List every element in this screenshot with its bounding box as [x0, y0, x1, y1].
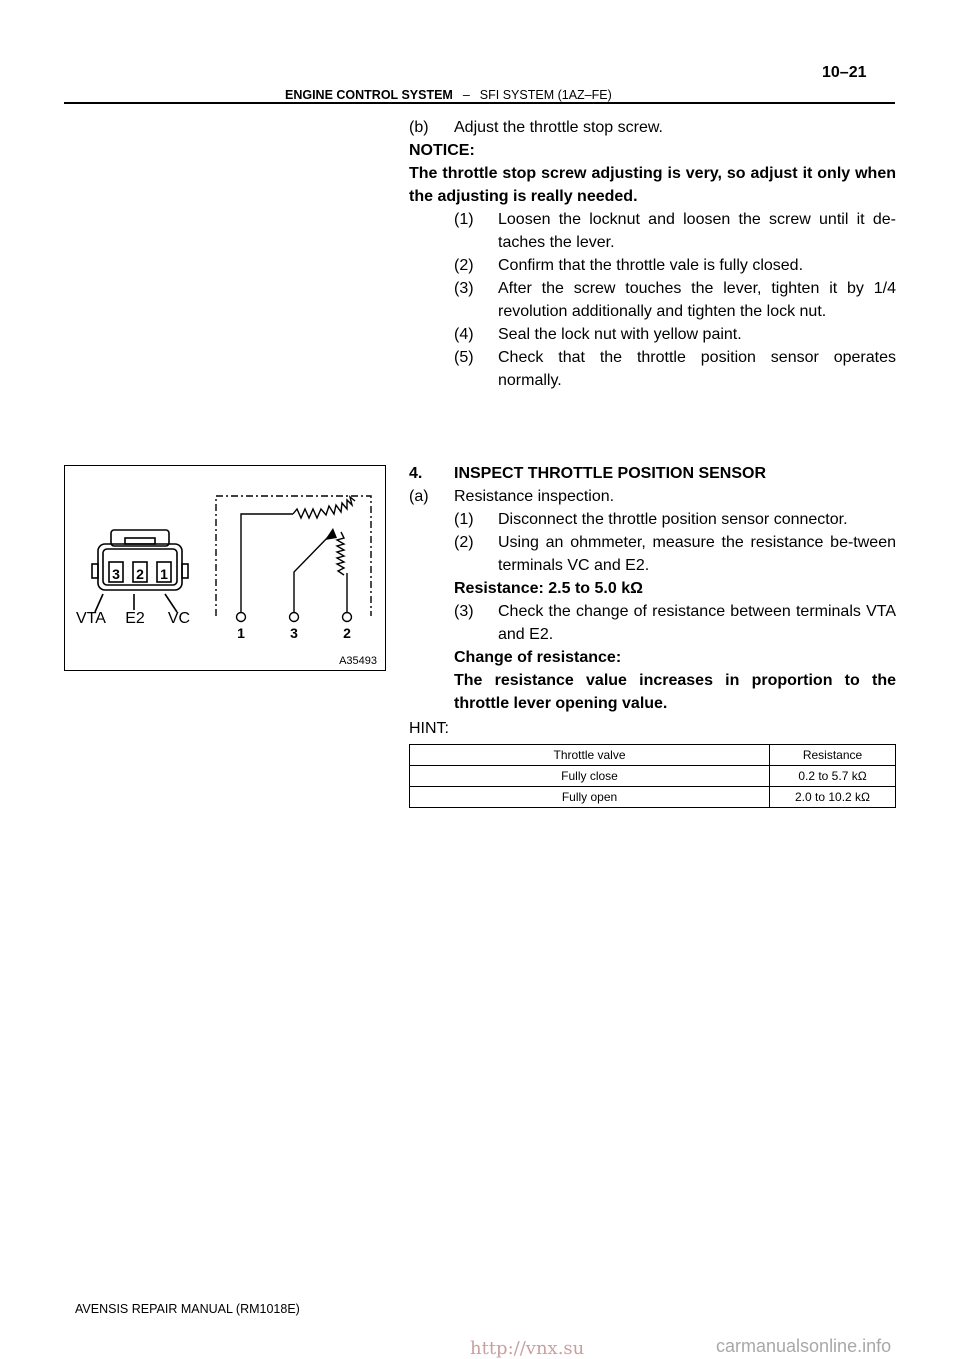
step-num: (5) [454, 349, 474, 366]
wiper-arrow [325, 528, 337, 540]
step-b2 [409, 254, 896, 277]
step-b4 [409, 323, 896, 346]
inspect-sensor-block [409, 462, 896, 740]
header-subsection: SFI SYSTEM (1AZ–FE) [479, 88, 612, 102]
figure-code: A35493 [339, 655, 377, 667]
connector-side-left [92, 564, 98, 578]
header-dash: – [462, 88, 470, 102]
step-num: (4) [454, 326, 474, 343]
terminal-label: VTA [76, 610, 106, 627]
hint-label: HINT: [409, 720, 449, 737]
resistor-zigzag-top [293, 497, 355, 518]
step-num: (3) [454, 280, 474, 297]
throttle-stop-block [409, 116, 896, 392]
step-a2 [409, 531, 896, 577]
table-row [410, 787, 896, 808]
change-label: Change of resistance: [454, 649, 622, 666]
circuit-terminal-label: 1 [237, 625, 245, 641]
circuit-drawing [216, 496, 371, 616]
terminal-label: E2 [125, 610, 145, 627]
running-header [285, 88, 612, 102]
step-text: Disconnect the throttle position sensor connector. [498, 511, 848, 528]
page-number: 10–21 [822, 64, 867, 81]
step-a3 [409, 600, 896, 646]
step-a-text: Resistance inspection. [454, 488, 615, 505]
section-num: 4. [409, 465, 423, 482]
table-row [410, 766, 896, 787]
step-num: (3) [454, 603, 474, 620]
sensor-diagram-svg [65, 466, 384, 669]
step-b1 [409, 208, 896, 254]
connector-side-right [182, 564, 188, 578]
step-b3 [409, 277, 896, 323]
step-text: Using an ohmmeter, measure the resistance be-tween terminals VC and E2. [498, 534, 896, 574]
step-text: Check the change of resistance between terminals VTA and E2. [498, 603, 896, 643]
footer: AVENSIS REPAIR MANUAL (RM1018E) [75, 1302, 300, 1316]
resistor-zigzag-side [337, 532, 344, 575]
step-num: (2) [454, 257, 474, 274]
wiper-wire [294, 534, 331, 616]
watermark-site: carmanualsonline.info [716, 1336, 892, 1356]
notice-text: The throttle stop screw adjusting is very, so adjust it only when the adjusting is really needed. [409, 165, 896, 205]
table-header: Resistance [770, 745, 896, 766]
step-text: After the screw touches the lever, tighten it by 1/4 revolution additionally and tighten the lock nut. [498, 280, 896, 320]
step-num: (1) [454, 511, 474, 528]
step-text: Loosen the locknut and loosen the screw until it de-taches the lever. [498, 211, 896, 251]
section-title: INSPECT THROTTLE POSITION SENSOR [454, 465, 767, 482]
header-section: ENGINE CONTROL SYSTEM [285, 88, 453, 102]
notice-label: NOTICE: [409, 142, 475, 159]
step-a-label: (a) [409, 488, 429, 505]
connector-pin-label: 3 [112, 566, 120, 582]
table-cell: Fully close [410, 766, 770, 787]
header-rule [64, 102, 895, 104]
change-text: The resistance value increases in proportion to the throttle lever opening value. [454, 672, 896, 712]
step-text: Seal the lock nut with yellow paint. [498, 326, 742, 343]
terminal-node [343, 613, 352, 622]
table-cell: Fully open [410, 787, 770, 808]
table-cell: 2.0 to 10.2 kΩ [770, 787, 896, 808]
watermark-link[interactable]: http://vnx.su [470, 1338, 585, 1359]
table-header: Throttle valve [410, 745, 770, 766]
step-num: (2) [454, 534, 474, 551]
step-text: Check that the throttle position sensor operates normally. [498, 349, 896, 389]
step-b-text: Adjust the throttle stop screw. [454, 119, 663, 136]
resistance-table [409, 744, 896, 808]
terminal-node [237, 613, 246, 622]
section-4-title [409, 462, 896, 485]
connector-pin-label: 2 [136, 566, 144, 582]
step-num: (1) [454, 211, 474, 228]
step-b [409, 116, 896, 139]
circuit-terminals [237, 613, 352, 622]
terminal-label: VC [167, 610, 191, 627]
step-b-label: (b) [409, 119, 429, 136]
step-b5 [409, 346, 896, 392]
circuit-wire-1 [241, 514, 293, 616]
table-cell: 0.2 to 5.7 kΩ [770, 766, 896, 787]
step-text: Confirm that the throttle vale is fully closed. [498, 257, 804, 274]
table-header-row [410, 745, 896, 766]
circuit-terminal-label: 2 [343, 625, 351, 641]
connector-latch-slot [125, 538, 155, 544]
terminal-node [290, 613, 299, 622]
step-a1 [409, 508, 896, 531]
step-a [409, 485, 896, 508]
circuit-terminal-label: 3 [290, 625, 298, 641]
sensor-diagram [64, 465, 386, 671]
connector-pin-label: 1 [160, 566, 168, 582]
resistance-spec: Resistance: 2.5 to 5.0 kΩ [454, 580, 643, 597]
